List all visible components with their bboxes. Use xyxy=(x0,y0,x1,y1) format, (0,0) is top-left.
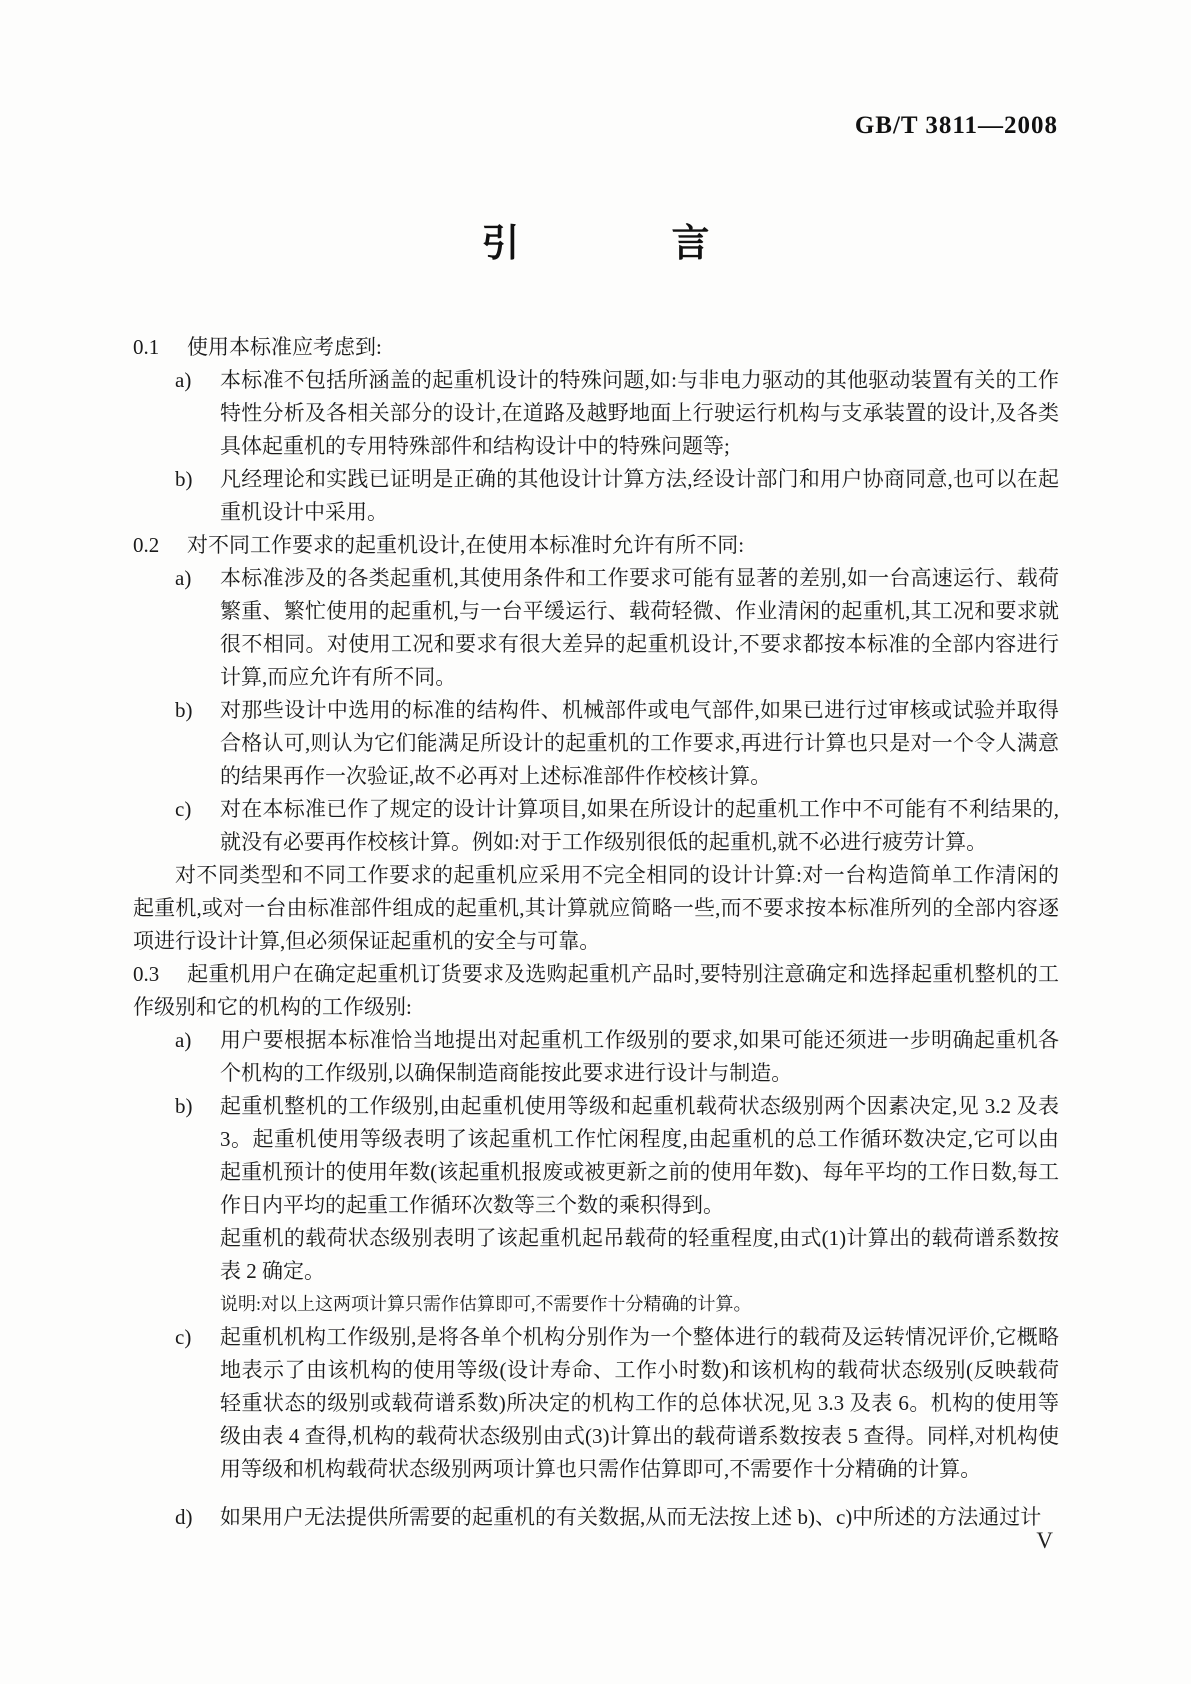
list-item xyxy=(133,1024,1059,1090)
item-paragraph: 本标准不包括所涵盖的起重机设计的特殊问题,如:与非电力驱动的其他驱动装置有关的工作特性分析及各相关部分的设计,在道路及越野地面上行驶运行机构与支承装置的设计,及各类具体起重机的专用特殊部件和结构设计中的特殊问题等; xyxy=(220,368,1059,458)
item-label: a) xyxy=(175,566,192,590)
section-number: 0.1 xyxy=(133,335,160,359)
section-number: 0.3 xyxy=(133,962,160,986)
item-paragraph: 用户要根据本标准恰当地提出对起重机工作级别的要求,如果可能还须进一步明确起重机各个机构的工作级别,以确保制造商能按此要求进行设计与制造。 xyxy=(220,1028,1059,1085)
item-label: b) xyxy=(175,467,193,491)
section-heading-text: 使用本标准应考虑到: xyxy=(187,335,382,359)
list-item xyxy=(133,463,1059,529)
list-item xyxy=(133,1321,1059,1486)
item-paragraph: 如果用户无法提供所需要的起重机的有关数据,从而无法按上述 b)、c)中所述的方法通过计 xyxy=(220,1505,1042,1529)
section-0-3-heading xyxy=(133,958,1059,1024)
list-item xyxy=(133,793,1059,859)
item-label: b) xyxy=(175,1094,193,1118)
note-text: 说明:对以上这两项计算只需作估算即可,不需要作十分精确的计算。 xyxy=(220,1294,752,1314)
list-item xyxy=(133,364,1059,463)
closing-paragraph: 对不同类型和不同工作要求的起重机应采用不完全相同的设计计算:对一台构造简单工作清闲的起重机,或对一台由标准部件组成的起重机,其计算就应简略一些,而不要求按本标准所列的全部内容逐项进行设计计算,但必须保证起重机的安全与可靠。 xyxy=(133,863,1059,953)
item-label: c) xyxy=(175,797,192,821)
section-0-1-heading xyxy=(133,331,1059,364)
item-paragraph: 本标准涉及的各类起重机,其使用条件和工作要求可能有显著的差别,如一台高速运行、载荷繁重、繁忙使用的起重机,与一台平缓运行、载荷轻微、作业清闲的起重机,其工况和要求就很不相同。对使用工况和要求有很大差异的起重机设计,不要求都按本标准的全部内容进行计算,而应允许有所不同。 xyxy=(220,566,1059,689)
item-label: a) xyxy=(175,368,192,392)
item-label: b) xyxy=(175,698,193,722)
item-paragraph: 对那些设计中选用的标准的结构件、机械部件或电气部件,如果已进行过审核或试验并取得合格认可,则认为它们能满足所设计的起重机的工作要求,再进行计算也只是对一个令人满意的结果再作一次验证,故不必再对上述标准部件作校核计算。 xyxy=(220,698,1059,788)
item-label: c) xyxy=(175,1325,192,1349)
item-label: a) xyxy=(175,1028,192,1052)
page-number: V xyxy=(1036,1528,1053,1553)
standard-code: GB/T 3811—2008 xyxy=(854,112,1058,139)
list-item xyxy=(133,1501,1059,1534)
section-heading-text: 对不同工作要求的起重机设计,在使用本标准时允许有所不同: xyxy=(187,533,745,557)
section-number: 0.2 xyxy=(133,533,160,557)
item-paragraph: 起重机整机的工作级别,由起重机使用等级和起重机载荷状态级别两个因素决定,见 3.2 及表 3。起重机使用等级表明了该起重机工作忙闲程度,由起重机的总工作循环数决定,它可以由起重机预计的使用年数(该起重机报废或被更新之前的使用年数)、每年平均的工作日数,每工作日内平均的起重工作循环次数等三个数的乘积得到。 xyxy=(220,1094,1059,1217)
item-paragraph: 凡经理论和实践已证明是正确的其他设计计算方法,经设计部门和用户协商同意,也可以在起重机设计中采用。 xyxy=(220,467,1059,524)
item-paragraph: 起重机机构工作级别,是将各单个机构分别作为一个整体进行的载荷及运转情况评价,它概略地表示了由该机构的使用等级(设计寿命、工作小时数)和该机构的载荷状态级别(反映载荷轻重状态的级别或载荷谱系数)所决定的机构工作的总体状况,见 3.3 及表 6。机构的使用等级由表 4 查得,机构的载荷状态级别由式(3)计算出的载荷谱系数按表 5 查得。同样,对机构使用等级和机构载荷状态级别两项计算也只需作估算即可,不需要作十分精确的计算。 xyxy=(220,1325,1059,1481)
list-item xyxy=(133,562,1059,694)
item-paragraph: 起重机的载荷状态级别表明了该起重机起吊载荷的轻重程度,由式(1)计算出的载荷谱系数按表 2 确定。 xyxy=(220,1226,1059,1283)
item-paragraph: 对在本标准已作了规定的设计计算项目,如果在所设计的起重机工作中不可能有不利结果的,就没有必要再作校核计算。例如:对于工作级别很低的起重机,就不必进行疲劳计算。 xyxy=(220,797,1059,854)
list-item xyxy=(133,694,1059,793)
item-label: d) xyxy=(175,1505,193,1529)
list-item xyxy=(133,1090,1059,1321)
section-heading-text: 起重机用户在确定起重机订货要求及选购起重机产品时,要特别注意确定和选择起重机整机的工作级别和它的机构的工作级别: xyxy=(133,962,1059,1019)
section-0-2-heading xyxy=(133,529,1059,562)
document-title: 引 言 xyxy=(481,223,710,265)
document-body xyxy=(133,331,1059,1534)
